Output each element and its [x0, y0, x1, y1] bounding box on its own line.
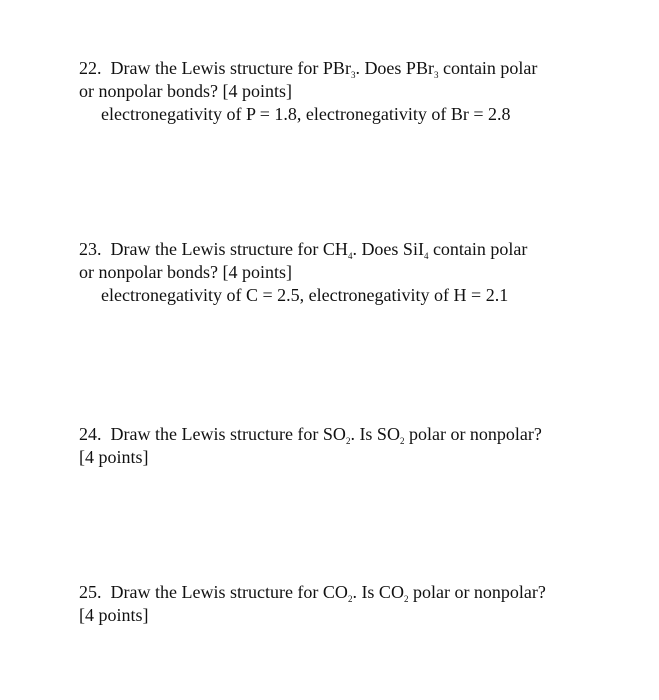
subscript: 2: [399, 436, 405, 446]
question-number: 25.: [79, 582, 102, 602]
electronegativity-note: electronegativity of P = 1.8, electronegativity of Br = 2.8: [101, 104, 511, 124]
question-23-line-2: or nonpolar bonds? [4 points]: [79, 262, 292, 282]
question-24-line-2: [4 points]: [79, 447, 149, 467]
question-text: polar or nonpolar?: [404, 424, 542, 444]
subscript: 4: [423, 251, 429, 261]
question-24: [79, 423, 639, 469]
question-number: 24.: [79, 424, 102, 444]
question-25-line-2: [4 points]: [79, 605, 149, 625]
question-25: [79, 581, 639, 627]
subscript: 3: [350, 70, 356, 80]
question-23-line-1: [79, 238, 639, 261]
question-22: [79, 57, 639, 126]
question-text: . Does SiI: [352, 239, 424, 259]
subscript: 2: [347, 594, 353, 604]
question-25-line-1: [79, 581, 639, 604]
question-number: 23.: [79, 239, 102, 259]
question-text: . Is CO: [352, 582, 404, 602]
question-text: . Is SO: [350, 424, 400, 444]
subscript: 2: [403, 594, 409, 604]
question-text: polar or nonpolar?: [408, 582, 546, 602]
question-text: Draw the Lewis structure for CO: [110, 582, 348, 602]
question-number: 22.: [79, 58, 102, 78]
question-text: Draw the Lewis structure for PBr: [110, 58, 351, 78]
question-23: [79, 238, 639, 307]
question-24-line-1: [79, 423, 639, 446]
subscript: 4: [347, 251, 353, 261]
question-text: Draw the Lewis structure for CH: [110, 239, 348, 259]
question-text: Draw the Lewis structure for SO: [110, 424, 346, 444]
question-text: contain polar: [428, 239, 528, 259]
question-22-line-1: [79, 57, 639, 80]
subscript: 2: [345, 436, 351, 446]
electronegativity-note: electronegativity of C = 2.5, electronegativity of H = 2.1: [101, 285, 509, 305]
question-text: . Does PBr: [355, 58, 434, 78]
question-text: contain polar: [438, 58, 538, 78]
question-22-line-2: or nonpolar bonds? [4 points]: [79, 81, 292, 101]
subscript: 3: [433, 70, 439, 80]
